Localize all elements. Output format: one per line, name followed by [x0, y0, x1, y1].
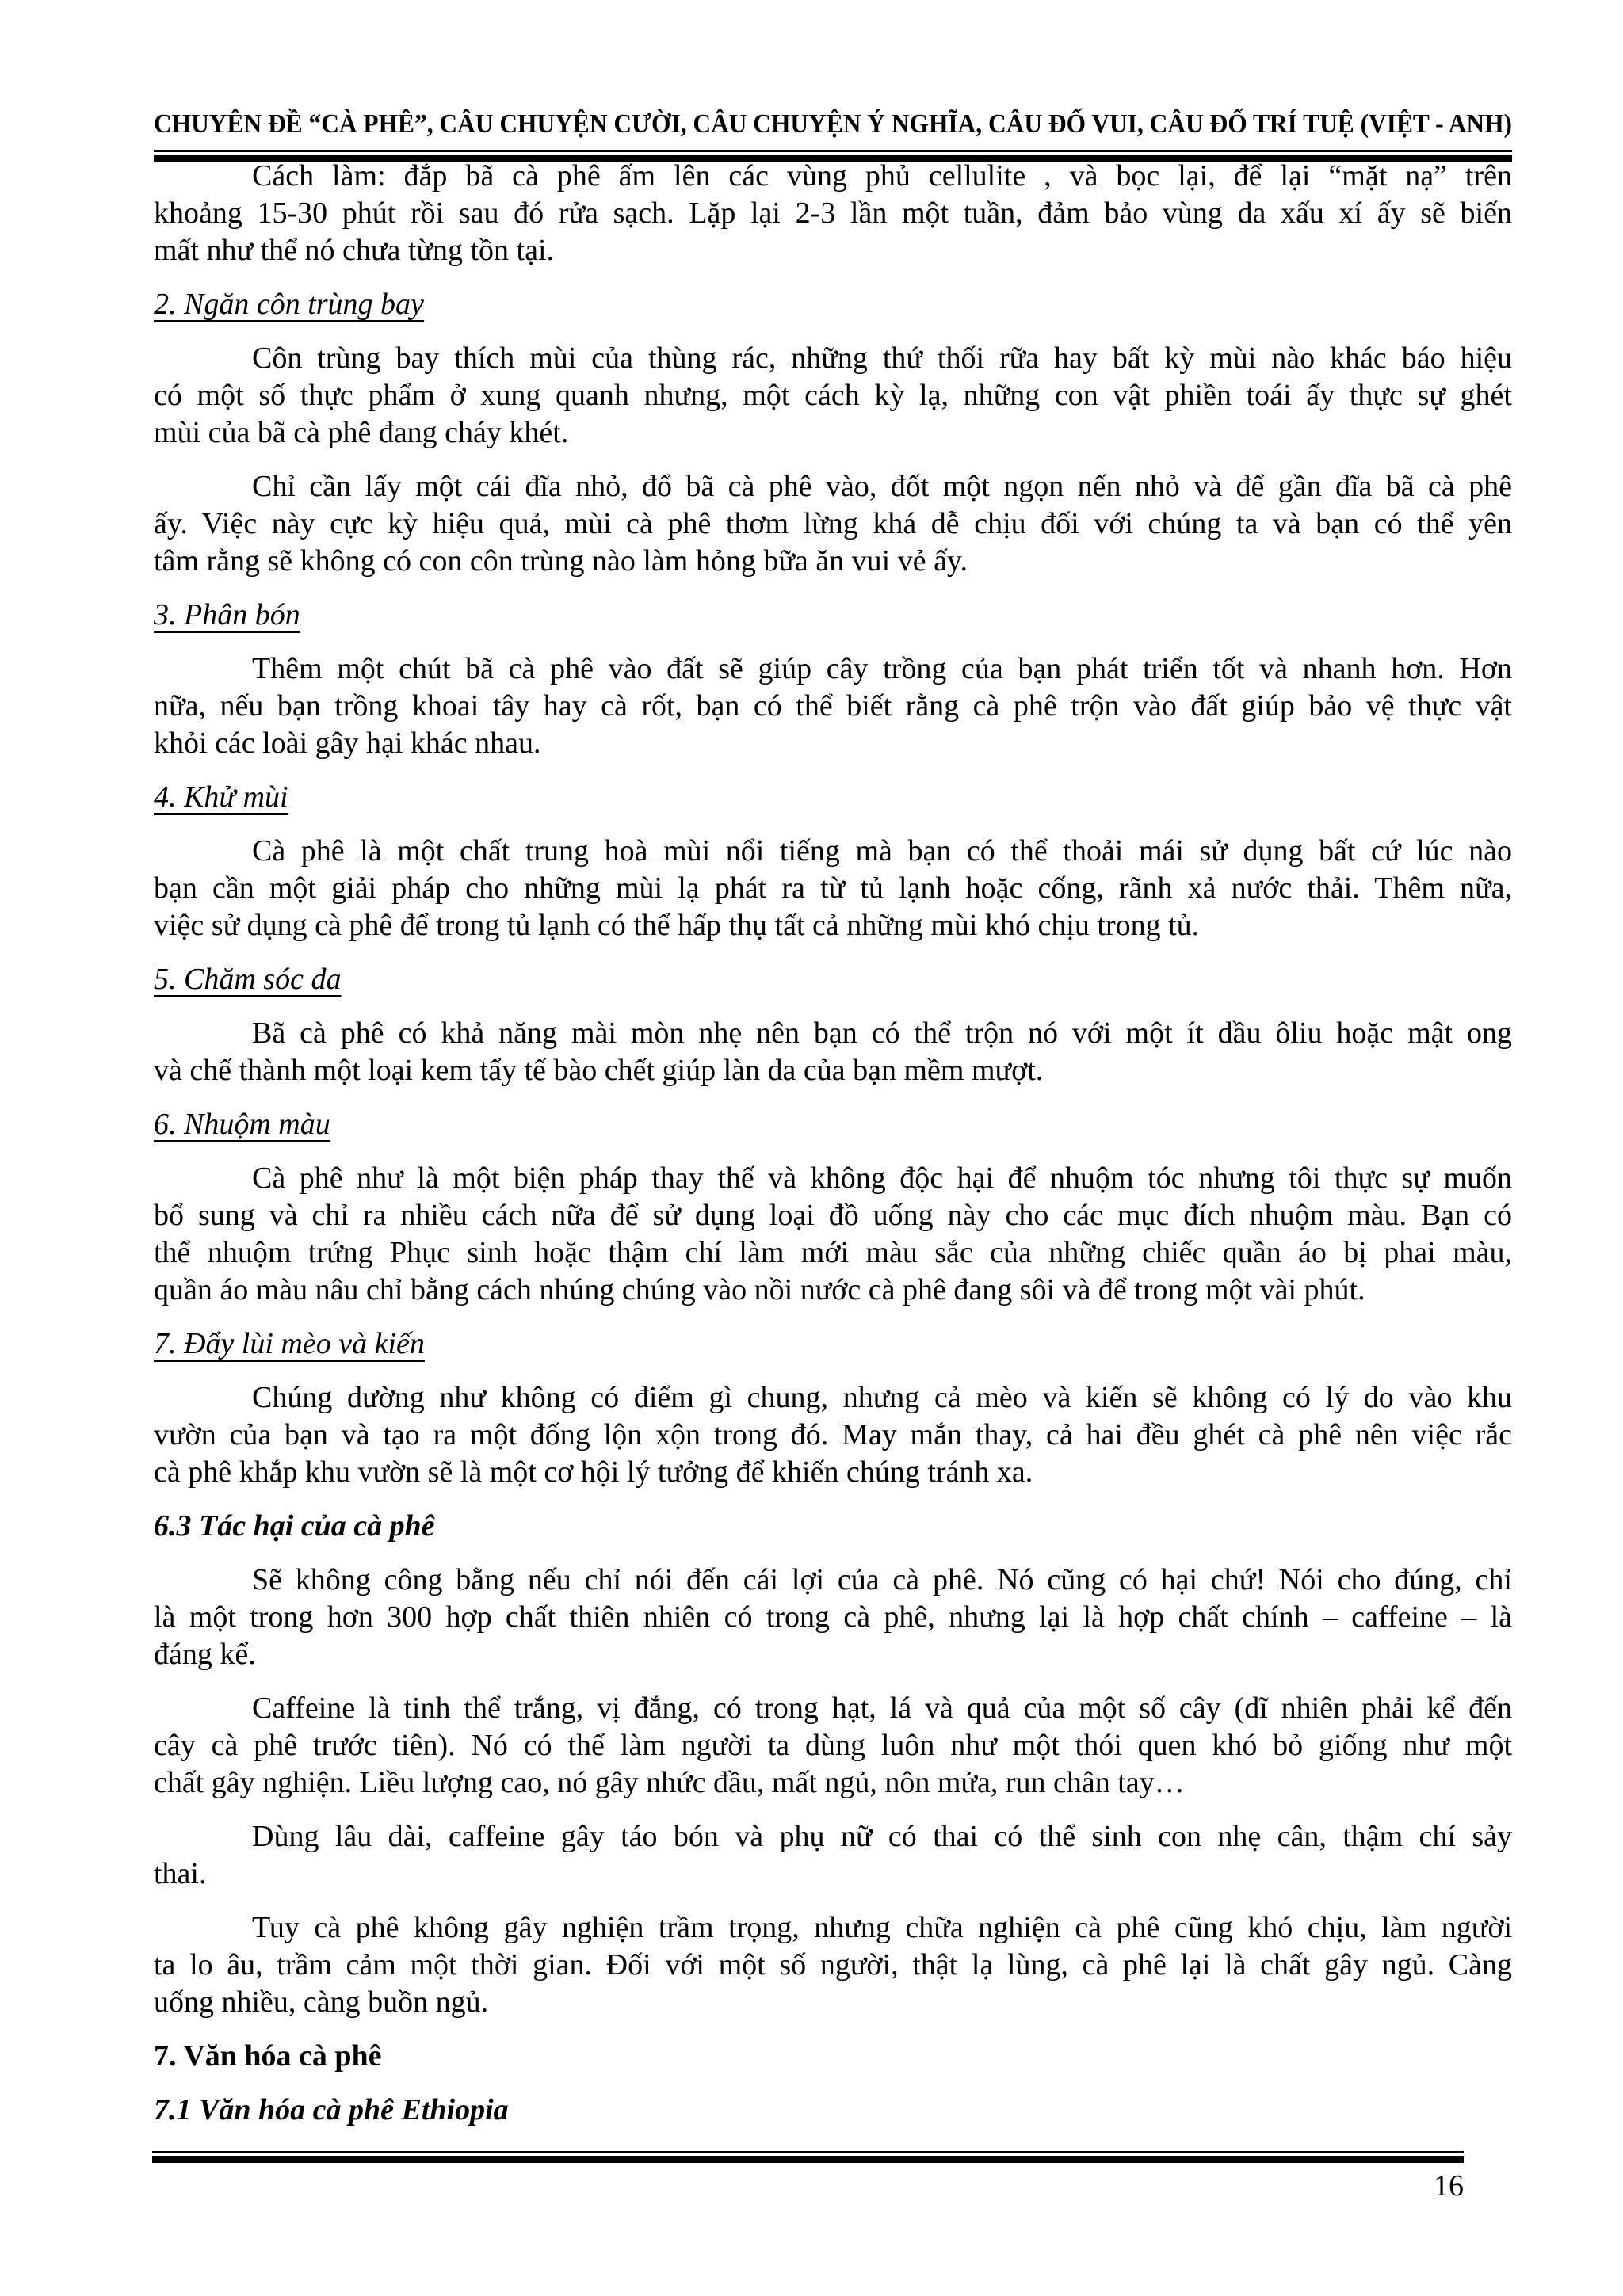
text-line: ấy. Việc này cực kỳ hiệu quả, mùi cà phê thơm lừng khá dễ chịu đối với chúng ta và bạn có thể yên	[154, 507, 1512, 540]
paragraph	[154, 1690, 1512, 1802]
text-line: mùi của bã cà phê đang cháy khét.	[154, 416, 569, 449]
paragraph	[154, 1379, 1512, 1491]
text-line: vườn của bạn và tạo ra một đống lộn xộn trong đó. May mắn thay, cả hai đều ghét cà phê nên việc rắc	[154, 1418, 1512, 1451]
text-line: chất gây nghiện. Liều lượng cao, nó gây nhức đầu, mất ngủ, nôn mửa, run chân tay…	[154, 1766, 1185, 1799]
text-line: đáng kể.	[154, 1638, 256, 1671]
text-line: có một số thực phẩm ở xung quanh nhưng, một cách kỳ lạ, những con vật phiền toái ấy thực sự ghét	[154, 379, 1512, 412]
paragraph	[154, 1909, 1512, 2021]
text-line: Chúng dường như không có điểm gì chung, nhưng cả mèo và kiến sẽ không có lý do vào khu	[252, 1381, 1512, 1414]
paragraph	[154, 468, 1512, 580]
paragraph	[154, 1160, 1512, 1309]
text-line: Bã cà phê có khả năng mài mòn nhẹ nên bạn có thể trộn nó với một ít dầu ôliu hoặc mật ong	[252, 1016, 1512, 1050]
paragraph	[154, 1015, 1512, 1089]
page-content	[154, 0, 1512, 2126]
paragraph	[154, 1818, 1512, 1893]
paragraph	[154, 158, 1512, 269]
text-line: Chỉ cần lấy một cái đĩa nhỏ, đổ bã cà phê vào, đốt một ngọn nến nhỏ và để gần đĩa bã cà phê	[252, 470, 1512, 503]
text-line: tâm rằng sẽ không có con côn trùng nào làm hỏng bữa ăn vui vẻ ấy.	[154, 544, 968, 578]
text-line: thai.	[154, 1857, 207, 1890]
text-line: thể nhuộm trứng Phục sinh hoặc thậm chí làm mới màu sắc của những chiếc quần áo bị phai màu,	[154, 1236, 1512, 1269]
header-rule-thin	[154, 150, 1512, 152]
text-line: mất như thể nó chưa từng tồn tại.	[154, 234, 555, 267]
section-heading: 6.3 Tác hại của cà phê	[154, 1509, 435, 1543]
section-heading: 4. Khử mùi	[154, 780, 288, 814]
text-line: uống nhiều, càng buồn ngủ.	[154, 1985, 489, 2019]
page-header	[154, 108, 1512, 162]
text-line: Tuy cà phê không gây nghiện trầm trọng, nhưng chữa nghiện cà phê cũng khó chịu, làm người	[252, 1911, 1512, 1944]
paragraph	[154, 340, 1512, 452]
section-heading: 7.1 Văn hóa cà phê Ethiopia	[154, 2093, 509, 2126]
text-line: và chế thành một loại kem tẩy tế bào chết giúp làn da của bạn mềm mượt.	[154, 1054, 1044, 1087]
text-line: Thêm một chút bã cà phê vào đất sẽ giúp cây trồng của bạn phát triển tốt và nhanh hơn. Hơn	[252, 652, 1512, 685]
text-line: quần áo màu nâu chỉ bằng cách nhúng chúng vào nồi nước cà phê đang sôi và để trong một vài phút.	[154, 1273, 1365, 1306]
text-line: bổ sung và chỉ ra nhiều cách nữa để sử dụng loại đồ uống này cho các mục đích nhuộm màu. Bạn có	[154, 1199, 1512, 1232]
page-number: 16	[1434, 2169, 1464, 2203]
header-title-row	[154, 108, 1512, 146]
text-line: nữa, nếu bạn trồng khoai tây hay cà rốt, bạn có thể biết rằng cà phê trộn vào đất giúp bảo vệ thực vật	[154, 689, 1512, 723]
text-line: Sẽ không công bằng nếu chỉ nói đến cái lợi của cà phê. Nó cũng có hại chứ! Nói cho đúng, chỉ	[252, 1563, 1512, 1596]
text-line: Côn trùng bay thích mùi của thùng rác, những thứ thối rữa hay bất kỳ mùi nào khác báo hiệu	[252, 341, 1512, 375]
text-line: Cách làm: đắp bã cà phê ấm lên các vùng phủ cellulite , và bọc lại, để lại “mặt nạ” trên	[252, 159, 1512, 193]
text-line: bạn cần một giải pháp cho những mùi lạ phát ra từ tủ lạnh hoặc cống, rãnh xả nước thải. Thêm nữa,	[154, 871, 1512, 905]
text-line: việc sử dụng cà phê để trong tủ lạnh có thể hấp thụ tất cả những mùi khó chịu trong tủ.	[154, 909, 1200, 942]
text-line: Cà phê như là một biện pháp thay thế và không độc hại để nhuộm tóc nhưng tôi thực sự muốn	[252, 1161, 1512, 1195]
footer-rule-thick	[152, 2156, 1464, 2163]
text-line: Caffeine là tinh thể trắng, vị đắng, có trong hạt, lá và quả của một số cây (dĩ nhiên phải kể đến	[252, 1691, 1512, 1725]
text-line: cây cà phê trước tiên). Nó có thể làm người ta dùng luôn như một thói quen khó bỏ giống như một	[154, 1729, 1512, 1762]
section-heading: 7. Đẩy lùi mèo và kiến	[154, 1327, 425, 1360]
section-heading: 3. Phân bón	[154, 598, 300, 631]
page-footer	[152, 2151, 1464, 2204]
section-heading: 7. Văn hóa cà phê	[154, 2039, 382, 2073]
text-line: ta lo âu, trầm cảm một thời gian. Đối với một số người, thật lạ lùng, cà phê lại là chất gây ngủ. Càng	[154, 1948, 1512, 1981]
footer-rule-thin	[152, 2151, 1464, 2153]
text-line: Dùng lâu dài, caffeine gây táo bón và phụ nữ có thai có thể sinh con nhẹ cân, thậm chí sảy	[252, 1820, 1512, 1853]
section-heading: 2. Ngăn côn trùng bay	[154, 288, 424, 321]
text-line: Cà phê là một chất trung hoà mùi nổi tiếng mà bạn có thể thoải mái sử dụng bất cứ lúc nào	[252, 834, 1512, 868]
section-heading: 5. Chăm sóc da	[154, 963, 342, 996]
text-line: là một trong hơn 300 hợp chất thiên nhiên có trong cà phê, nhưng lại là hợp chất chính – caffeine – là	[154, 1600, 1512, 1634]
paragraph	[154, 1562, 1512, 1673]
text-line: khỏi các loài gây hại khác nhau.	[154, 727, 541, 760]
paragraph	[154, 833, 1512, 944]
text-line: cà phê khắp khu vườn sẽ là một cơ hội lý tưởng để khiến chúng tránh xa.	[154, 1455, 1033, 1489]
document-body	[154, 158, 1512, 2129]
text-line: khoảng 15-30 phút rồi sau đó rửa sạch. Lặp lại 2-3 lần một tuần, đảm bảo vùng da xấu xí ấy sẽ biến	[154, 196, 1512, 230]
section-heading: 6. Nhuộm màu	[154, 1108, 330, 1141]
header-title: CHUYÊN ĐỀ “CÀ PHÊ”, CÂU CHUYỆN CƯỜI, CÂU CHUYỆN Ý NGHĨA, CÂU ĐỐ VUI, CÂU ĐỐ TRÍ TUỆ (VIỆT - ANH)	[154, 109, 1512, 139]
paragraph	[154, 650, 1512, 762]
